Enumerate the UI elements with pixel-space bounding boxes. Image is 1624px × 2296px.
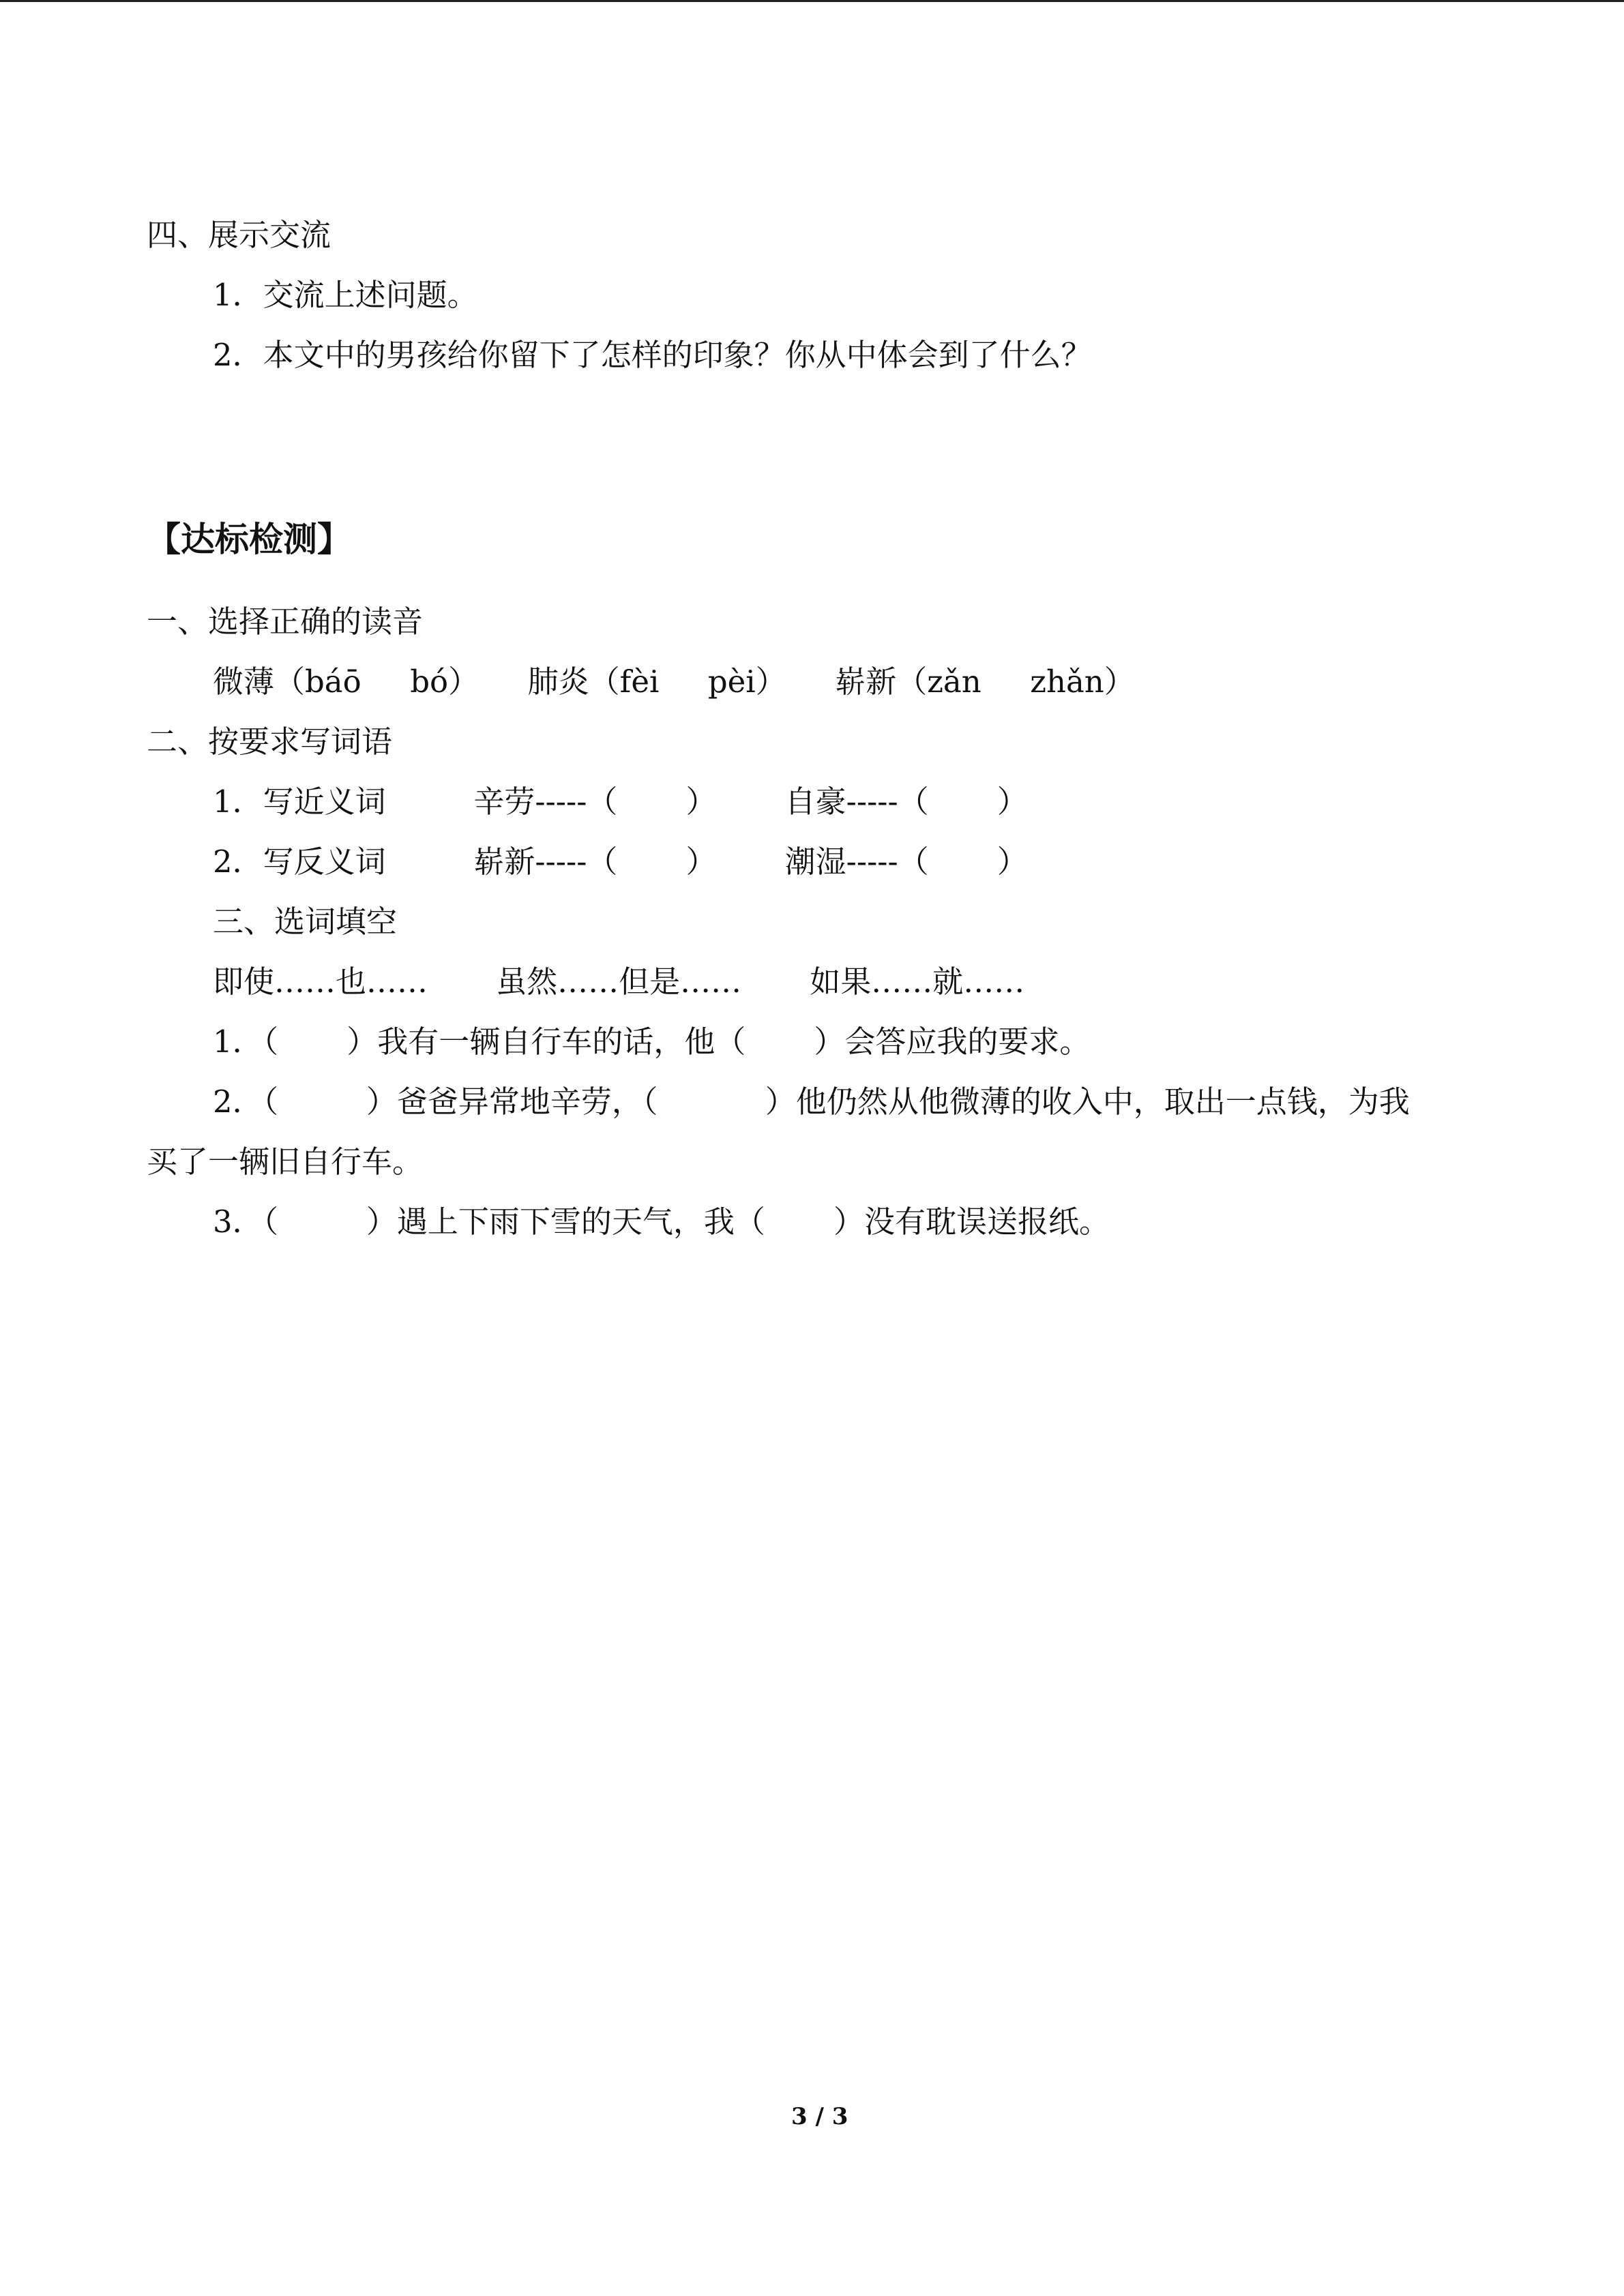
- fill-in-question-2-continued: 买了一辆旧自行车。: [147, 1144, 424, 1180]
- conjunction-options: 即使……也…… 虽然……但是…… 如果……就……: [213, 964, 1025, 1000]
- fill-in-title: 三、选词填空: [213, 904, 398, 940]
- word-writing-title: 二、按要求写词语: [147, 724, 393, 760]
- pronunciation-choices: 微薄（báō bó） 肺炎（fèi pèi） 崭新（zǎn zhǎn）: [213, 664, 1135, 700]
- fill-in-question-3: 3．（ ）遇上下雨下雪的天气，我（ ）没有耽误送报纸。: [213, 1204, 1110, 1240]
- synonym-line: 1．写近义词 辛劳-----（ ） 自豪-----（ ）: [213, 784, 1028, 820]
- fill-in-question-1: 1．（ ）我有一辆自行车的话，他（ ）会答应我的要求。: [213, 1024, 1091, 1060]
- check-heading: 【达标检测】: [147, 520, 351, 559]
- page-number: 3 / 3: [791, 2103, 848, 2130]
- fill-in-question-2: 2．（ ）爸爸异常地辛劳，（ ）他仍然从他微薄的收入中，取出一点钱，为我: [213, 1084, 1410, 1120]
- top-border-line: [0, 0, 1624, 2]
- section-four-question-1: 1．交流上述问题。: [213, 277, 478, 313]
- section-four-question-2: 2．本文中的男孩给你留下了怎样的印象？你从中体会到了什么？: [213, 337, 1092, 373]
- pronunciation-title: 一、选择正确的读音: [147, 603, 424, 640]
- antonym-line: 2．写反义词 崭新-----（ ） 潮湿-----（ ）: [213, 844, 1028, 880]
- section-four-title: 四、展示交流: [147, 217, 331, 253]
